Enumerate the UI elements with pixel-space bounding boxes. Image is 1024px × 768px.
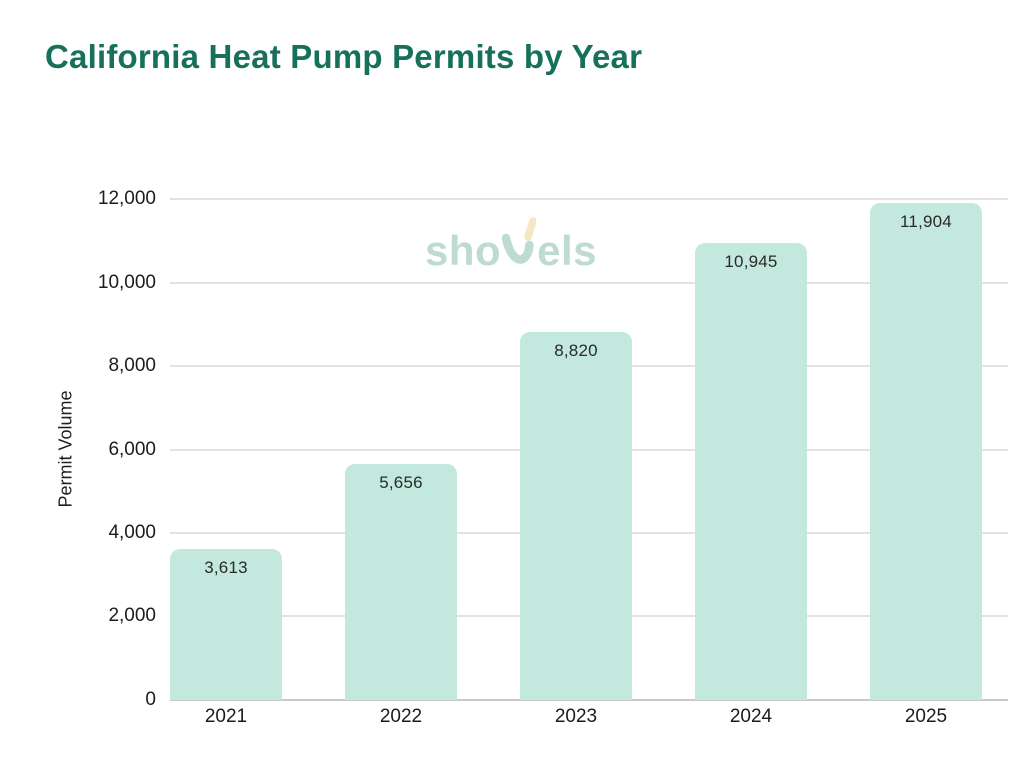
- bar-2024: [695, 243, 807, 700]
- y-axis-ticks: [0, 188, 156, 710]
- bar-value-label: 8,820: [554, 340, 598, 360]
- shovels-logo-text-right: els: [537, 227, 598, 274]
- x-tick-label: 2025: [904, 706, 948, 727]
- y-tick-label: 0: [145, 689, 156, 710]
- bar-value-label: 5,656: [379, 472, 423, 492]
- y-tick-label: 6,000: [108, 438, 156, 460]
- x-axis-labels: [170, 706, 982, 728]
- bar-series: [170, 199, 982, 700]
- y-tick-label: 12,000: [97, 188, 156, 209]
- x-tick-label: 2023: [554, 706, 598, 727]
- page-title: California Heat Pump Permits by Year: [45, 38, 643, 75]
- y-tick-label: 10,000: [97, 271, 156, 293]
- x-tick-label: 2024: [729, 706, 773, 727]
- bar-value-label: 10,945: [724, 252, 778, 272]
- bar-2021: [170, 549, 282, 700]
- bar-2025: [870, 203, 982, 700]
- bar-value-label: 11,904: [900, 212, 952, 232]
- x-tick-label: 2021: [204, 706, 248, 727]
- y-tick-label: 8,000: [108, 354, 156, 376]
- y-tick-label: 2,000: [108, 605, 156, 627]
- bar-2023: [520, 332, 632, 700]
- y-axis-title: Permit Volume: [55, 390, 76, 508]
- bar-2022: [345, 464, 457, 700]
- bar-value-label: 3,613: [204, 558, 248, 578]
- shovels-logo-text-left: sho: [424, 227, 502, 274]
- x-tick-label: 2022: [379, 706, 423, 727]
- y-tick-label: 4,000: [108, 522, 156, 543]
